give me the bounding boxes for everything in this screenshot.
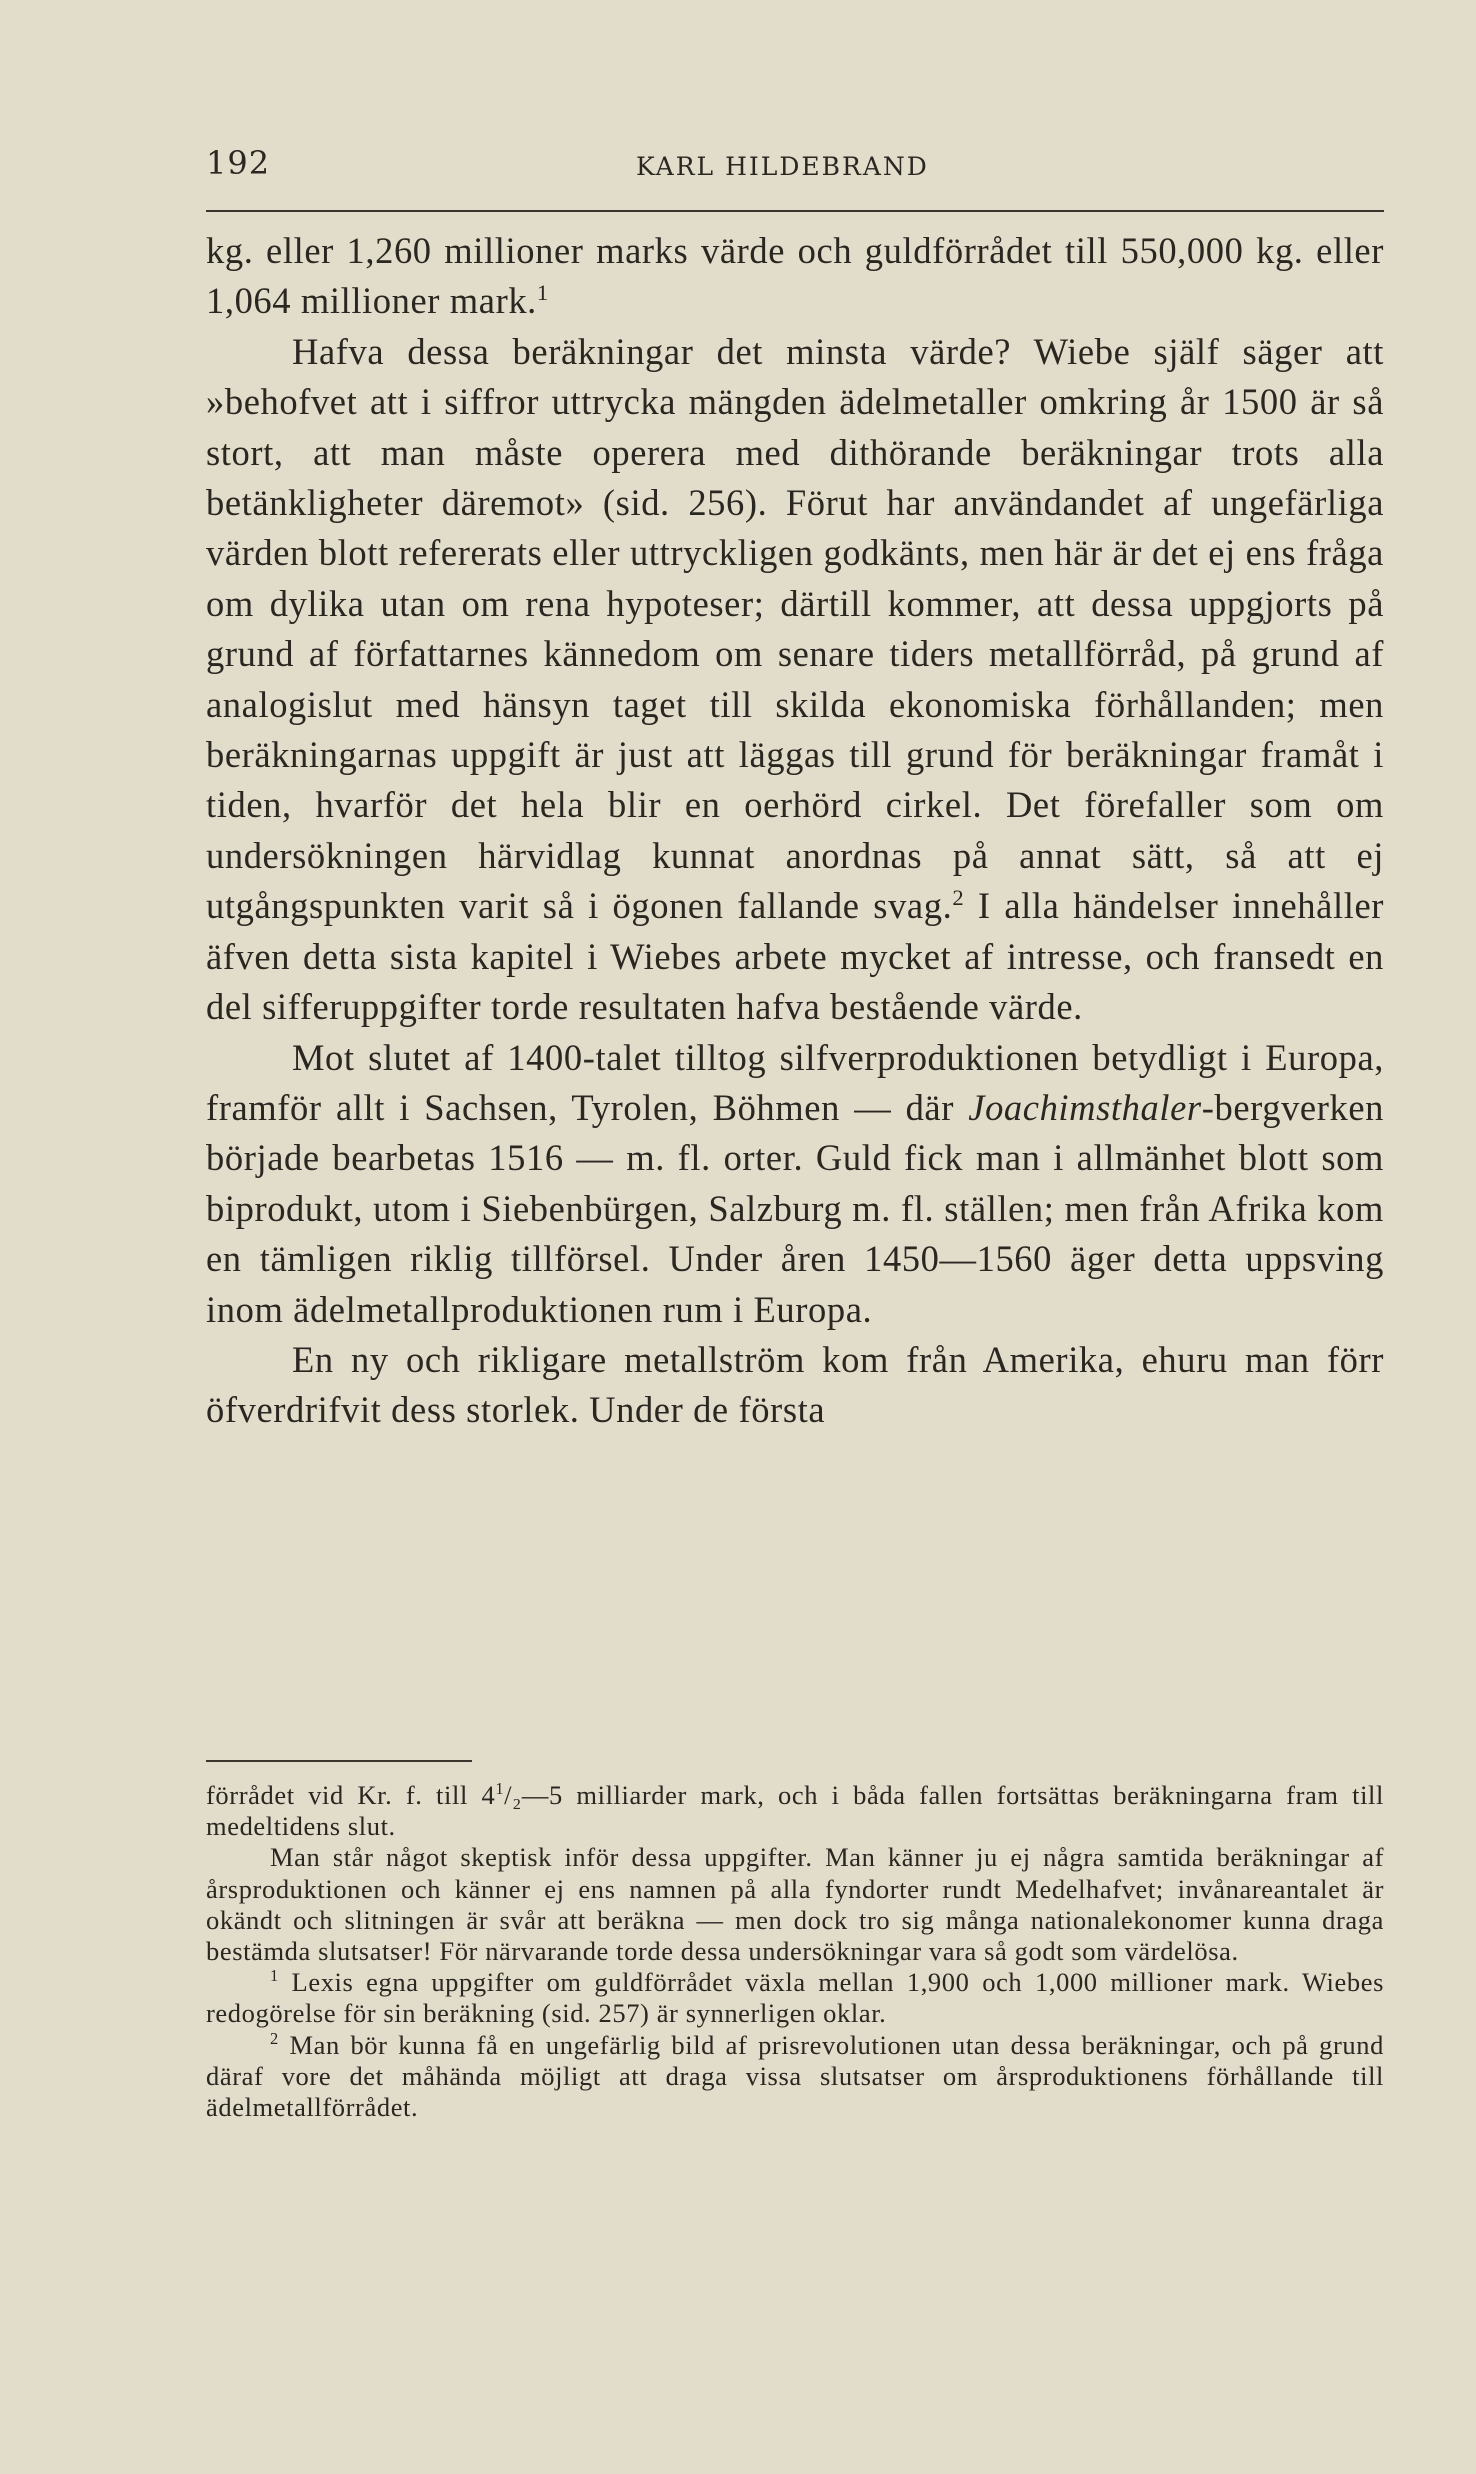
body-text: -bergverken började bearbetas 1516 — m. fl. orter. Guld fick man i allmänhet blott som biprodukt, utom i Siebenbürgen, Salzburg m. fl. ställen; men från Afrika kom en tämligen riklig tillförsel. Under åren 1450—1560 äger detta uppsving inom ädelmetallproduktionen rum i Europa. (206, 1086, 1384, 1330)
footnote-paragraph (206, 1780, 1384, 1842)
body-paragraph (206, 226, 1384, 327)
footnote-marker: 2 (270, 2028, 279, 2048)
body-paragraph (206, 327, 1384, 1033)
body-text: En ny och rikligare metallström kom från Amerika, ehuru man förr öfverdrifvit dess storlek. Under de första (206, 1338, 1384, 1431)
header-rule (206, 210, 1384, 212)
footnote-marker: 1 (536, 280, 549, 306)
body-text: kg. eller 1,260 millioner marks värde och guldförrådet till 550,000 kg. eller 1,064 millioner mark. (206, 230, 1384, 322)
body-paragraph (206, 1033, 1384, 1335)
footnote-text: Man bör kunna få en ungefärlig bild af prisrevolutionen utan dessa beräkningar, och på grund däraf vore det måhända möjligt att draga vissa slutsatser om årsproduktionens förhållande till ädelmetallförrådet. (206, 2029, 1384, 2123)
footnote-marker: 1 (495, 1779, 505, 1799)
footnote-paragraph (206, 2030, 1384, 2124)
body-text: Mot slutet af 1400-talet tilltog silfverproduktionen betydligt i Europa, framför allt i Sachsen, Tyrolen, Böhmen — där (206, 1036, 1384, 1128)
footnotes (206, 1780, 1384, 2123)
page-header (206, 144, 1384, 194)
footnote-paragraph (206, 1967, 1384, 2029)
body-text: I alla händelser innehåller äfven detta sista kapitel i Wiebes arbete mycket af intresse, och fransedt en del sifferuppgifter torde resultaten hafva bestående värde. (206, 885, 1384, 1028)
page-number: 192 (206, 144, 271, 182)
body-paragraph (206, 1335, 1384, 1436)
footnote-paragraph (206, 1842, 1384, 1967)
footnote-text: Lexis egna uppgifter om guldförrådet växla mellan 1,900 och 1,000 millioner mark. Wiebes redogörelse för sin beräkning (sid. 257) är synnerligen oklar. (206, 1967, 1384, 2029)
body-text (206, 226, 1384, 1436)
running-head: KARL HILDEBRAND (636, 152, 929, 181)
footnote-text: förrådet vid Kr. f. till 4 (206, 1780, 496, 1810)
footnote-text: /₂—5 milliarder mark, och i båda fallen fortsättas beräkningarna fram till medeltidens slut. (206, 1780, 1384, 1842)
footnote-marker: 1 (270, 1966, 279, 1986)
footnote-marker: 2 (952, 885, 965, 911)
italic-term: Joachimsthaler (968, 1086, 1202, 1128)
footnote-rule (206, 1760, 472, 1762)
footnote-text: Man står något skeptisk inför dessa uppgifter. Man känner ju ej några samtida beräkningar af årsproduktionen och känner ej ens namnen på alla fyndorter rundt Medelhafvet; invånareantalet är okändt och slitningen är svår att beräkna — men dock tro sig många nationalekonomer kunna draga bestämda slutsatser! För närvarande torde dessa undersökningar vara så godt som värdelösa. (206, 1842, 1384, 1967)
body-text: Hafva dessa beräkningar det minsta värde? Wiebe själf säger att »behofvet att i siffror uttrycka mängden ädelmetaller omkring år 1500 är så stort, att man måste operera med dithörande beräkningar trots alla betänkligheter däremot» (sid. 256). Förut har användandet af ungefärliga värden blott refererats eller uttryckligen godkänts, men här är det ej ens fråga om dylika utan om rena hypoteser; därtill kommer, att dessa uppgjorts på grund af författarnes kännedom om senare tiders metallförråd, på grund af analogislut med hänsyn taget till skilda ekonomiska förhållanden; men beräkningarnas uppgift är just att läggas till grund för beräkningar framåt i tiden, hvarför det hela blir en oerhörd cirkel. Det förefaller som om undersökningen härvidlag kunnat anordnas på annat sätt, så att ej utgångspunkten varit så i ögonen fallande svag. (206, 330, 1384, 927)
